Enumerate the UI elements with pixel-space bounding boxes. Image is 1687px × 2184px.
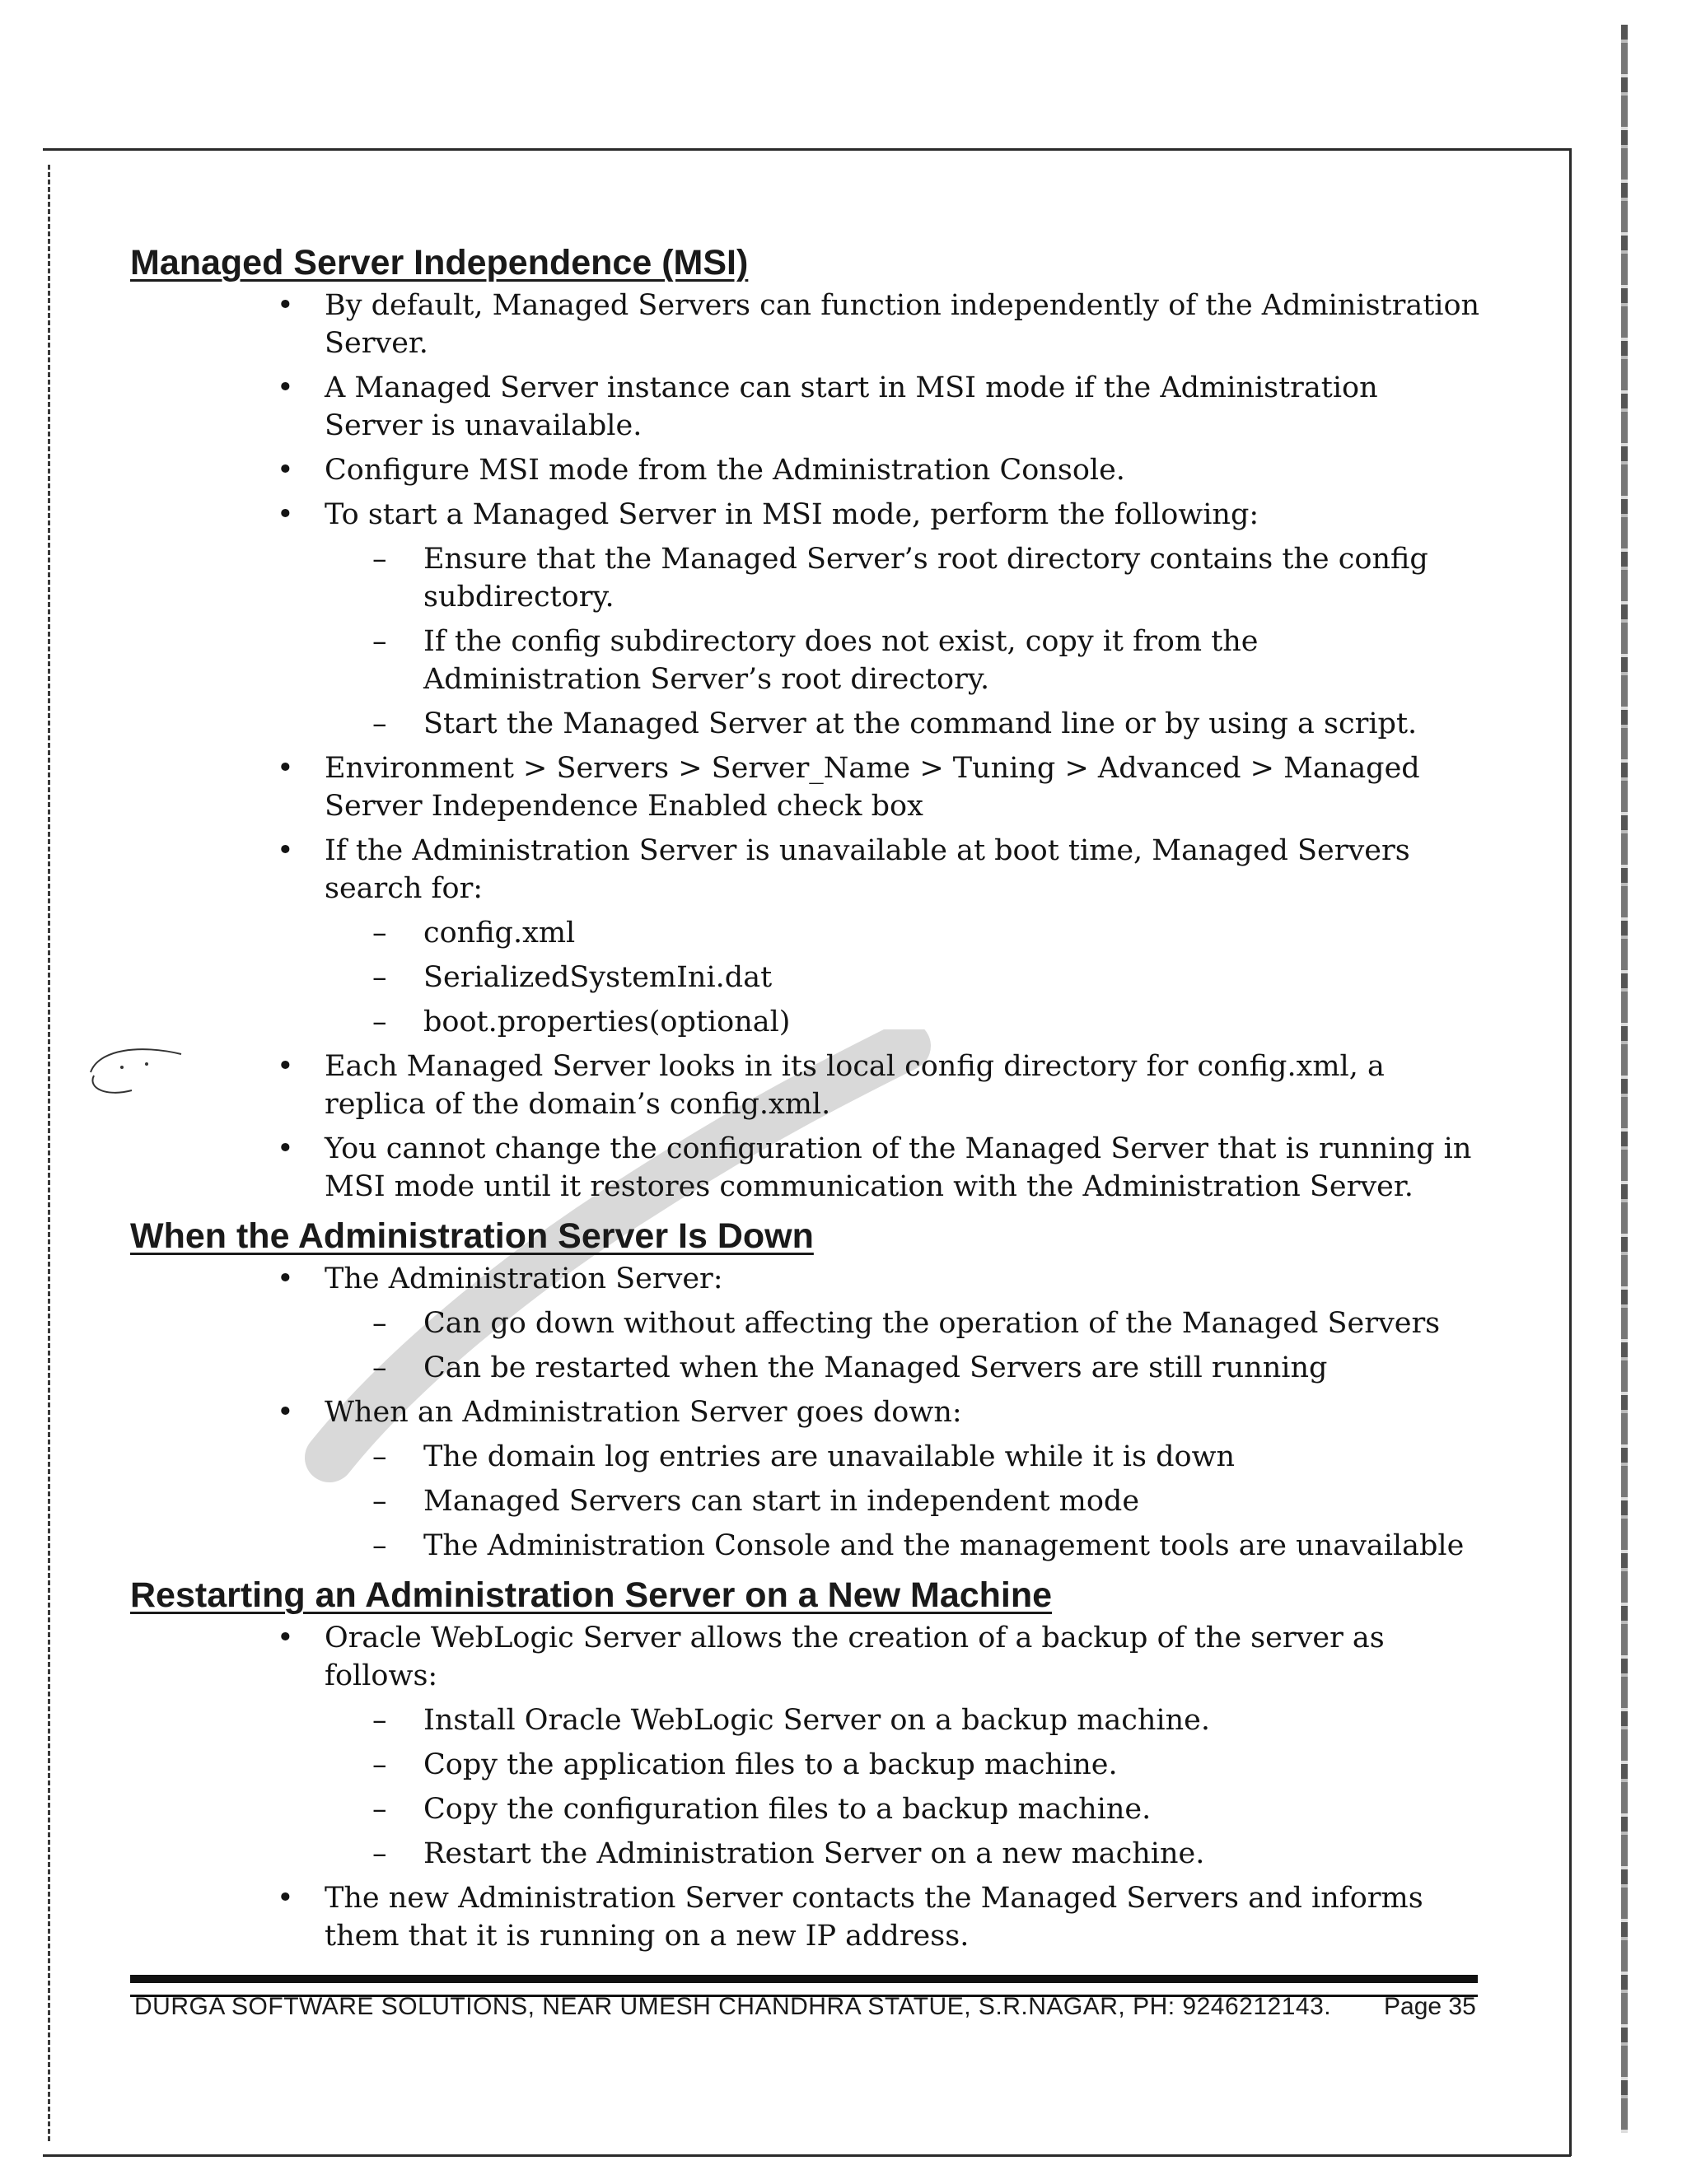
- bullet-icon: •: [277, 1882, 294, 1915]
- bullet-list: [130, 1260, 1481, 1565]
- sub-list-item: – The domain log entries are unavailable while it is down: [423, 1438, 1481, 1476]
- list-item: • If the Administration Server is unavailable at boot time, Managed Servers search for: – config.xml – SerializedSystemIni.dat – boot.properties(optional): [325, 832, 1481, 1041]
- dash-icon: –: [372, 1351, 387, 1384]
- page-margin-line: [48, 165, 50, 2141]
- sub-list-item: – Ensure that the Managed Server’s root directory contains the config subdirectory.: [423, 540, 1481, 616]
- sub-list-item: – The Administration Console and the management tools are unavailable: [423, 1527, 1481, 1565]
- sub-list: [325, 540, 1481, 743]
- list-item: • The Administration Server: – Can go down without affecting the operation of the Managed Servers – Can be restarted when the Managed Servers are still running: [325, 1260, 1481, 1387]
- dash-icon: –: [372, 707, 387, 740]
- dash-icon: –: [372, 917, 387, 950]
- sub-list-item: – Restart the Administration Server on a new machine.: [423, 1835, 1481, 1873]
- sub-list: [325, 1438, 1481, 1565]
- dash-icon: –: [372, 961, 387, 994]
- bullet-icon: •: [277, 371, 294, 404]
- sub-list-item: – Managed Servers can start in independent mode: [423, 1482, 1481, 1520]
- list-item: • Environment > Servers > Server_Name > Tuning > Advanced > Managed Server Independence Enabled check box: [325, 749, 1481, 825]
- dash-icon: –: [372, 1837, 387, 1870]
- dash-icon: –: [372, 1529, 387, 1562]
- bullet-icon: •: [277, 498, 294, 531]
- sub-list-item: – Can go down without affecting the operation of the Managed Servers: [423, 1304, 1481, 1342]
- bullet-icon: •: [277, 1262, 294, 1295]
- list-item: • To start a Managed Server in MSI mode, perform the following: – Ensure that the Managed Server’s root directory contains the config subdirectory. – If the config subdirectory does not exist, copy it from the Administration Server’s root directory. – Start the Managed Server at the command line or by using a script.: [325, 496, 1481, 743]
- dash-icon: –: [372, 1485, 387, 1518]
- sub-list: [325, 914, 1481, 1041]
- bullet-icon: •: [277, 752, 294, 785]
- list-item: • By default, Managed Servers can function independently of the Administration Server.: [325, 287, 1481, 362]
- scan-edge: [1621, 25, 1628, 2133]
- dash-icon: –: [372, 1704, 387, 1737]
- sub-list-item: – If the config subdirectory does not exist, copy it from the Administration Server’s root directory.: [423, 623, 1481, 698]
- bullet-list: [130, 287, 1481, 1206]
- sub-list-item: – Install Oracle WebLogic Server on a backup machine.: [423, 1701, 1481, 1739]
- list-item: • Each Managed Server looks in its local config directory for config.xml, a replica of the domain’s config.xml.: [325, 1048, 1481, 1123]
- sub-list-item: – SerializedSystemIni.dat: [423, 959, 1481, 996]
- dash-icon: –: [372, 543, 387, 576]
- page-frame-right: [1569, 148, 1572, 2156]
- bullet-list: [130, 1619, 1481, 1955]
- sub-list-item: – Can be restarted when the Managed Servers are still running: [423, 1349, 1481, 1387]
- bullet-icon: •: [277, 289, 294, 322]
- dash-icon: –: [372, 625, 387, 658]
- sub-list: [325, 1304, 1481, 1387]
- sub-list-item: – Copy the configuration files to a backup machine.: [423, 1790, 1481, 1828]
- section-heading: When the Administration Server Is Down: [130, 1216, 814, 1256]
- dash-icon: –: [372, 1307, 387, 1340]
- sub-list-item: – Copy the application files to a backup machine.: [423, 1746, 1481, 1784]
- sub-list-item: – config.xml: [423, 914, 1481, 952]
- list-item: • A Managed Server instance can start in MSI mode if the Administration Server is unavailable.: [325, 369, 1481, 445]
- sub-list-item: – Start the Managed Server at the command line or by using a script.: [423, 705, 1481, 743]
- footer-address: DURGA SOFTWARE SOLUTIONS, NEAR UMESH CHANDHRA STATUE, S.R.NAGAR, PH: 9246212143.: [134, 1993, 1332, 2020]
- dash-icon: –: [372, 1440, 387, 1473]
- bullet-icon: •: [277, 834, 294, 867]
- bullet-icon: •: [277, 1132, 294, 1165]
- section-heading: Restarting an Administration Server on a New Machine: [130, 1575, 1053, 1615]
- dash-icon: –: [372, 1793, 387, 1826]
- page-number: Page 35: [1384, 1993, 1476, 2020]
- page-frame-top: [43, 148, 1571, 151]
- list-item: • The new Administration Server contacts the Managed Servers and informs them that it is running on a new IP address.: [325, 1879, 1481, 1955]
- section-heading: Managed Server Independence (MSI): [130, 243, 749, 282]
- list-item: • Configure MSI mode from the Administration Console.: [325, 451, 1481, 489]
- list-item: • Oracle WebLogic Server allows the creation of a backup of the server as follows: – Install Oracle WebLogic Server on a backup machine. – Copy the application files to a backup machine. – Copy the configuration files to a backup machine. – Restart the Administration Server on a new machine.: [325, 1619, 1481, 1873]
- sub-list-item: – boot.properties(optional): [423, 1003, 1481, 1041]
- dash-icon: –: [372, 1748, 387, 1781]
- list-item: • You cannot change the configuration of the Managed Server that is running in MSI mode until it restores communication with the Administration Server.: [325, 1130, 1481, 1206]
- page-frame-bottom: [43, 2154, 1571, 2157]
- bullet-icon: •: [277, 1396, 294, 1429]
- bullet-icon: •: [277, 1050, 294, 1083]
- list-item: • When an Administration Server goes down: – The domain log entries are unavailable while it is down – Managed Servers can start in independent mode – The Administration Console and the management tools are unavailable: [325, 1393, 1481, 1565]
- bullet-icon: •: [277, 454, 294, 487]
- bullet-icon: •: [277, 1622, 294, 1654]
- dash-icon: –: [372, 1006, 387, 1038]
- document-body: [130, 239, 1481, 1962]
- sub-list: [325, 1701, 1481, 1873]
